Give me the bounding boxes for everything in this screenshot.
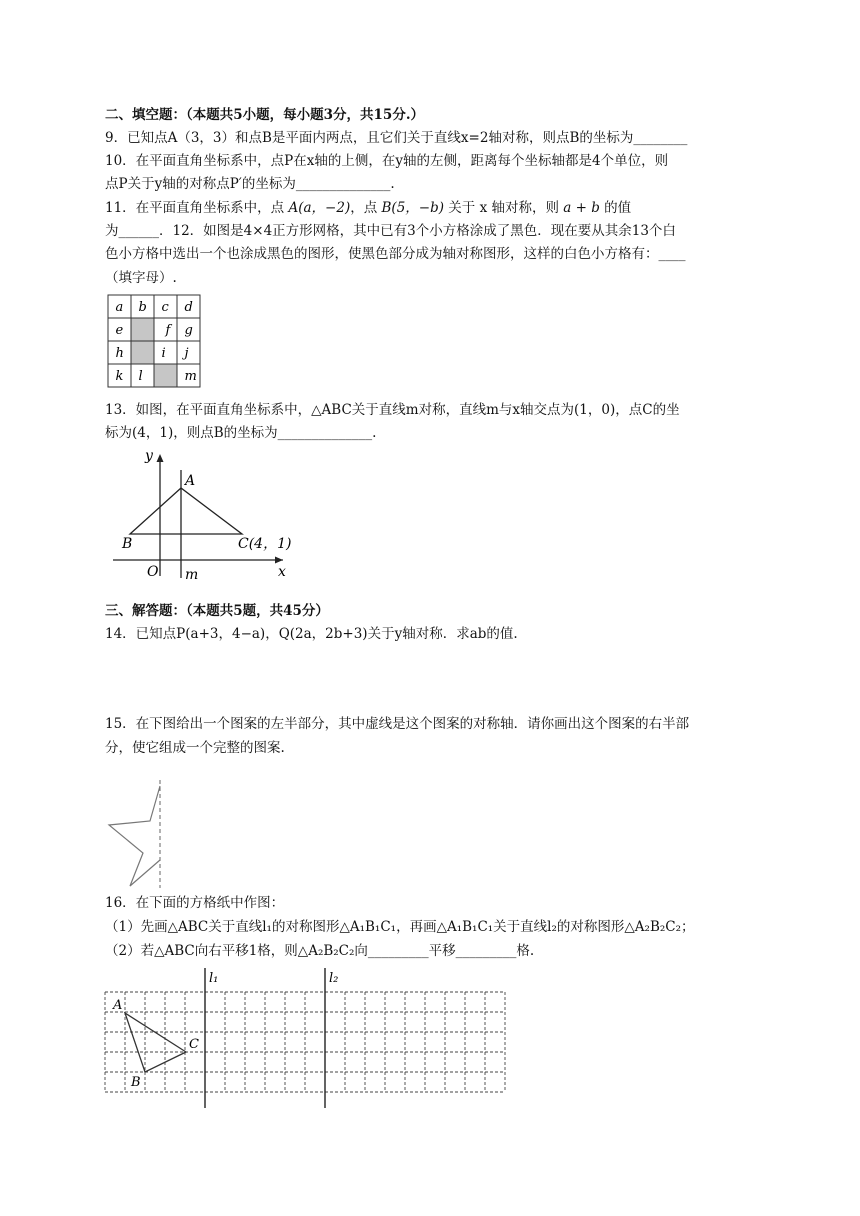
grid-letter-g: g (184, 323, 193, 338)
section3-title: 三、解答题：（本题共5题，共45分） (105, 603, 329, 619)
q11-text-a: 11．在平面直角坐标系中，点 (105, 200, 289, 216)
grid-letter-m: m (184, 369, 197, 384)
label-l2: l₂ (329, 971, 339, 986)
question-13-line1: 13．如图，在平面直角坐标系中，△ABC关于直线m对称，直线m与x轴交点为(1，0)，点C的坐 (105, 402, 680, 418)
q11-point-b: B(5，−b) (381, 200, 445, 216)
half-star-figure (105, 778, 175, 890)
q11-text-d: 的值 (599, 200, 632, 216)
question-16-line1: 16．在下面的方格纸中作图： (105, 895, 285, 911)
label-m: m (185, 567, 199, 583)
grid-letter-i: i (161, 346, 166, 361)
grid-letter-c: c (161, 300, 169, 315)
q11-text-c: 关于 x 轴对称，则 (444, 200, 564, 216)
y-axis-arrow-icon (157, 454, 164, 462)
label-origin: O (147, 564, 159, 580)
grid-letter-h: h (115, 346, 124, 361)
triangle-coordinate-figure (105, 448, 305, 583)
section2-title: 二、填空题：（本题共5小题，每小题3分，共15分.） (105, 107, 425, 123)
label-grid-b: B (131, 1075, 141, 1090)
q11-point-a: A(a，−2) (288, 200, 351, 216)
grid-letter-f: f (165, 323, 171, 338)
grid-cell-shaded (131, 341, 154, 364)
label-grid-c: C (189, 1037, 199, 1052)
question-10-line2: 点P关于y轴的对称点P′的坐标为______________. (105, 176, 395, 192)
label-grid-a: A (113, 998, 123, 1013)
dashed-grid (105, 992, 505, 1092)
label-a: A (185, 473, 196, 489)
question-9: 9．已知点A（3，3）和点B是平面内两点，且它们关于直线x=2轴对称，则点B的坐标为________ (105, 130, 688, 146)
question-14: 14．已知点P(a+3，4−a)，Q(2a，2b+3)关于y轴对称．求ab的值. (105, 626, 518, 642)
half-star-shape (109, 786, 160, 886)
question-13-line2: 标为(4，1)，则点B的坐标为______________. (105, 425, 377, 441)
question-15-line2: 分，使它组成一个完整的图案. (105, 740, 285, 756)
grid-paper-figure (104, 968, 514, 1110)
grid-cell-shaded (131, 318, 154, 341)
question-11-line1 (105, 198, 631, 218)
grid-letter-a: a (115, 300, 124, 315)
label-x: x (278, 564, 286, 580)
question-11-line2: 为______．12．如图是4×4正方形网格，其中已有3个小方格涂成了黑色．现在要从其余13个白 (105, 223, 676, 239)
label-b: B (122, 536, 133, 552)
grid-4x4-figure (106, 293, 216, 388)
triangle-abc (130, 488, 242, 534)
question-12-line3: （填字母）. (105, 270, 177, 286)
question-16-line2: （1）先画△ABC关于直线l₁的对称图形△A₁B₁C₁，再画△A₁B₁C₁关于直线l₂的对称图形△A₂B₂C₂； (105, 919, 695, 935)
question-10-line1: 10．在平面直角坐标系中，点P在x轴的上侧，在y轴的左侧，距离每个坐标轴都是4个单位，则 (105, 153, 669, 169)
q11-sum: a + b (563, 200, 600, 216)
q11-text-b: ，点 (350, 200, 382, 216)
grid-letter-j: j (184, 346, 189, 361)
grid-cell-shaded (154, 364, 177, 387)
label-c: C(4，1) (238, 536, 292, 552)
label-y: y (145, 448, 153, 464)
grid-letter-b: b (138, 300, 147, 315)
question-12-line2: 色小方格中选出一个也涂成黑色的图形，使黑色部分成为轴对称图形，这样的白色小方格有：____ (105, 246, 686, 262)
label-l1: l₁ (209, 971, 219, 986)
grid-letter-d: d (184, 300, 193, 315)
grid-letter-l: l (138, 369, 143, 384)
triangle-abc-grid (125, 1013, 186, 1072)
question-15-line1: 15．在下图给出一个图案的左半部分，其中虚线是这个图案的对称轴．请你画出这个图案的右半部 (105, 716, 690, 732)
grid-letter-e: e (115, 323, 124, 338)
grid-letter-k: k (115, 369, 124, 384)
question-16-line3: （2）若△ABC向右平移1格，则△A₂B₂C₂向_________平移_________格. (105, 943, 535, 959)
x-axis-arrow-icon (275, 557, 283, 564)
